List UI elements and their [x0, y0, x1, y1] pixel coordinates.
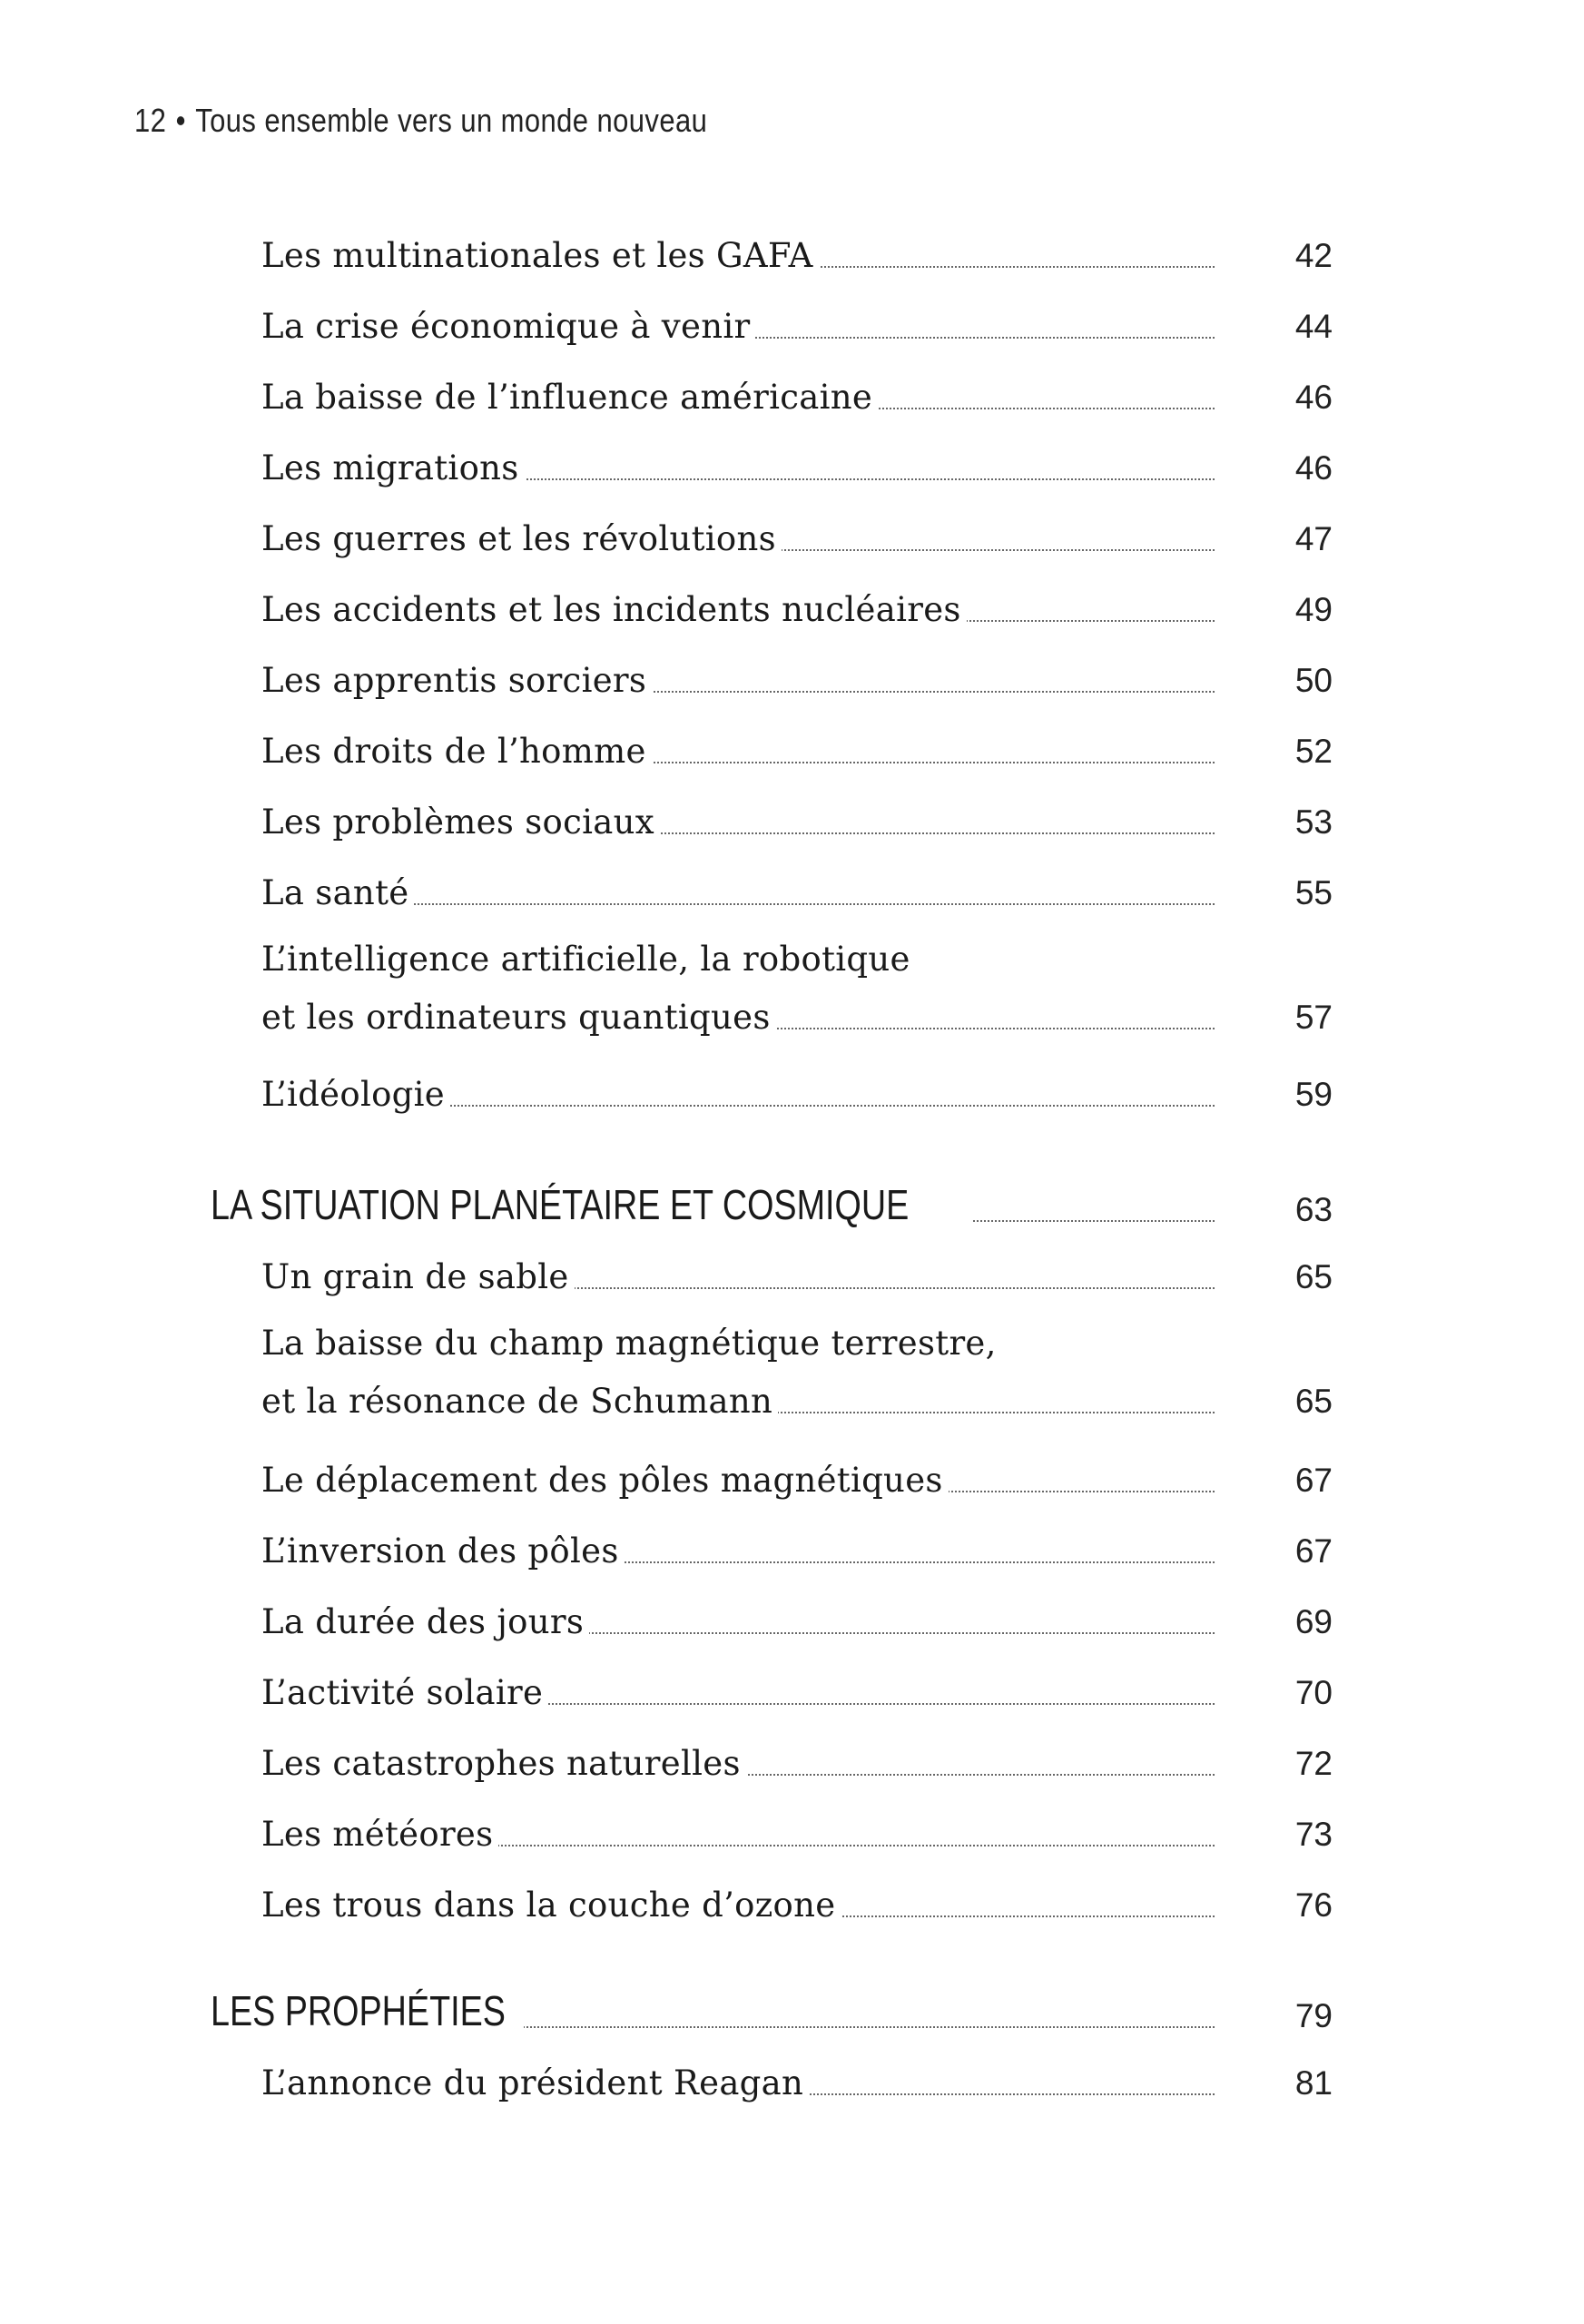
toc-entry	[261, 515, 1333, 558]
toc-entry	[261, 656, 1333, 700]
toc-entry-page: 59	[1294, 1076, 1333, 1113]
toc-entry-title: L’idéologie	[261, 1075, 450, 1114]
toc-entry-title-line2: et les ordinateurs quantiques	[261, 998, 776, 1037]
toc-entry	[261, 1456, 1333, 1500]
toc-entry-page: 50	[1294, 662, 1333, 699]
toc-entry	[261, 373, 1333, 417]
toc-entry	[261, 1881, 1333, 1925]
toc-entry-multiline	[261, 1324, 1333, 1421]
toc-entry-page: 57	[1294, 999, 1333, 1036]
running-head	[134, 102, 707, 140]
toc-entry-page: 67	[1294, 1532, 1333, 1570]
toc-entry-page: 49	[1294, 591, 1333, 628]
toc-entry	[261, 1739, 1333, 1783]
toc-entry-title: L’inversion des pôles	[261, 1531, 625, 1571]
toc-entry-page: 72	[1294, 1745, 1333, 1782]
toc-entry-page: 67	[1294, 1462, 1333, 1499]
toc-section-heading	[211, 1178, 1333, 1229]
header-separator: •	[175, 102, 186, 139]
toc-entry	[261, 1810, 1333, 1854]
toc-entry-multiline	[261, 940, 1333, 1037]
toc-entry-title: Les trous dans la couche d’ozone	[261, 1886, 841, 1925]
section-title: LA SITUATION PLANÉTAIRE ET COSMIQUE	[211, 1181, 910, 1228]
toc-entry-title: Les météores	[261, 1815, 498, 1854]
toc-entry-title-line2: et la résonance de Schumann	[261, 1382, 778, 1421]
toc-entry-title: La crise économique à venir	[261, 307, 755, 346]
page-number: 12	[134, 102, 167, 139]
toc-entry-title: Les accidents et les incidents nucléaires	[261, 590, 967, 629]
toc-entry-title: L’activité solaire	[261, 1673, 548, 1712]
toc-entry-title: L’annonce du président Reagan	[261, 2063, 809, 2102]
toc-entry	[261, 302, 1333, 346]
section-page: 79	[1294, 1997, 1333, 2034]
toc-entry-page: 69	[1294, 1603, 1333, 1640]
toc-entry-title: Les catastrophes naturelles	[261, 1744, 746, 1783]
toc-entry-page: 65	[1294, 1383, 1333, 1420]
toc-entry	[261, 798, 1333, 842]
toc-section-heading	[211, 1984, 1333, 2035]
toc-entry-page: 81	[1294, 2064, 1333, 2102]
toc-entry	[261, 586, 1333, 629]
toc-entry-title-line1: L’intelligence artificielle, la robotique	[261, 940, 910, 979]
toc-entry-page: 46	[1294, 449, 1333, 487]
toc-entry-page: 53	[1294, 803, 1333, 841]
toc-entry-title: Les multinationales et les GAFA	[261, 236, 819, 275]
toc-entry-title: Les migrations	[261, 448, 525, 487]
toc-entry-page: 42	[1294, 237, 1333, 274]
toc-entry-title: La santé	[261, 873, 414, 912]
toc-entry	[261, 444, 1333, 487]
toc-entry-title: Le déplacement des pôles magnétiques	[261, 1461, 949, 1500]
toc-entry	[261, 1070, 1333, 1114]
toc-entry	[261, 231, 1333, 275]
toc-entry-page: 52	[1294, 733, 1333, 770]
section-title: LES PROPHÉTIES	[211, 1987, 506, 2034]
toc-entry-page: 73	[1294, 1816, 1333, 1853]
toc-entry-page: 44	[1294, 308, 1333, 345]
toc-entry-title-line1: La baisse du champ magnétique terrestre,	[261, 1324, 997, 1363]
toc-entry-title: La baisse de l’influence américaine	[261, 378, 878, 417]
toc-entry-title: Les guerres et les révolutions	[261, 519, 782, 558]
book-title: Tous ensemble vers un monde nouveau	[195, 102, 708, 139]
toc-entry	[261, 1669, 1333, 1712]
toc-entry-page: 46	[1294, 379, 1333, 416]
toc-entry	[261, 727, 1333, 771]
toc-entry-title: La durée des jours	[261, 1602, 589, 1641]
toc-entry-title: Les apprentis sorciers	[261, 661, 652, 700]
toc-entry	[261, 1598, 1333, 1641]
toc-entry-page: 55	[1294, 874, 1333, 911]
toc-entry-title: Les problèmes sociaux	[261, 803, 660, 842]
toc-entry-title: Un grain de sable	[261, 1257, 575, 1296]
section-page: 63	[1294, 1191, 1333, 1228]
toc-entry-page: 76	[1294, 1886, 1333, 1924]
toc-entry	[261, 869, 1333, 912]
toc-entry-page: 70	[1294, 1674, 1333, 1711]
toc-entry	[261, 1527, 1333, 1571]
toc-entry-page: 47	[1294, 520, 1333, 557]
toc-entry	[261, 1253, 1333, 1296]
toc-entry	[261, 2059, 1333, 2102]
toc-entry-page: 65	[1294, 1258, 1333, 1295]
toc-entry-title: Les droits de l’homme	[261, 732, 652, 771]
